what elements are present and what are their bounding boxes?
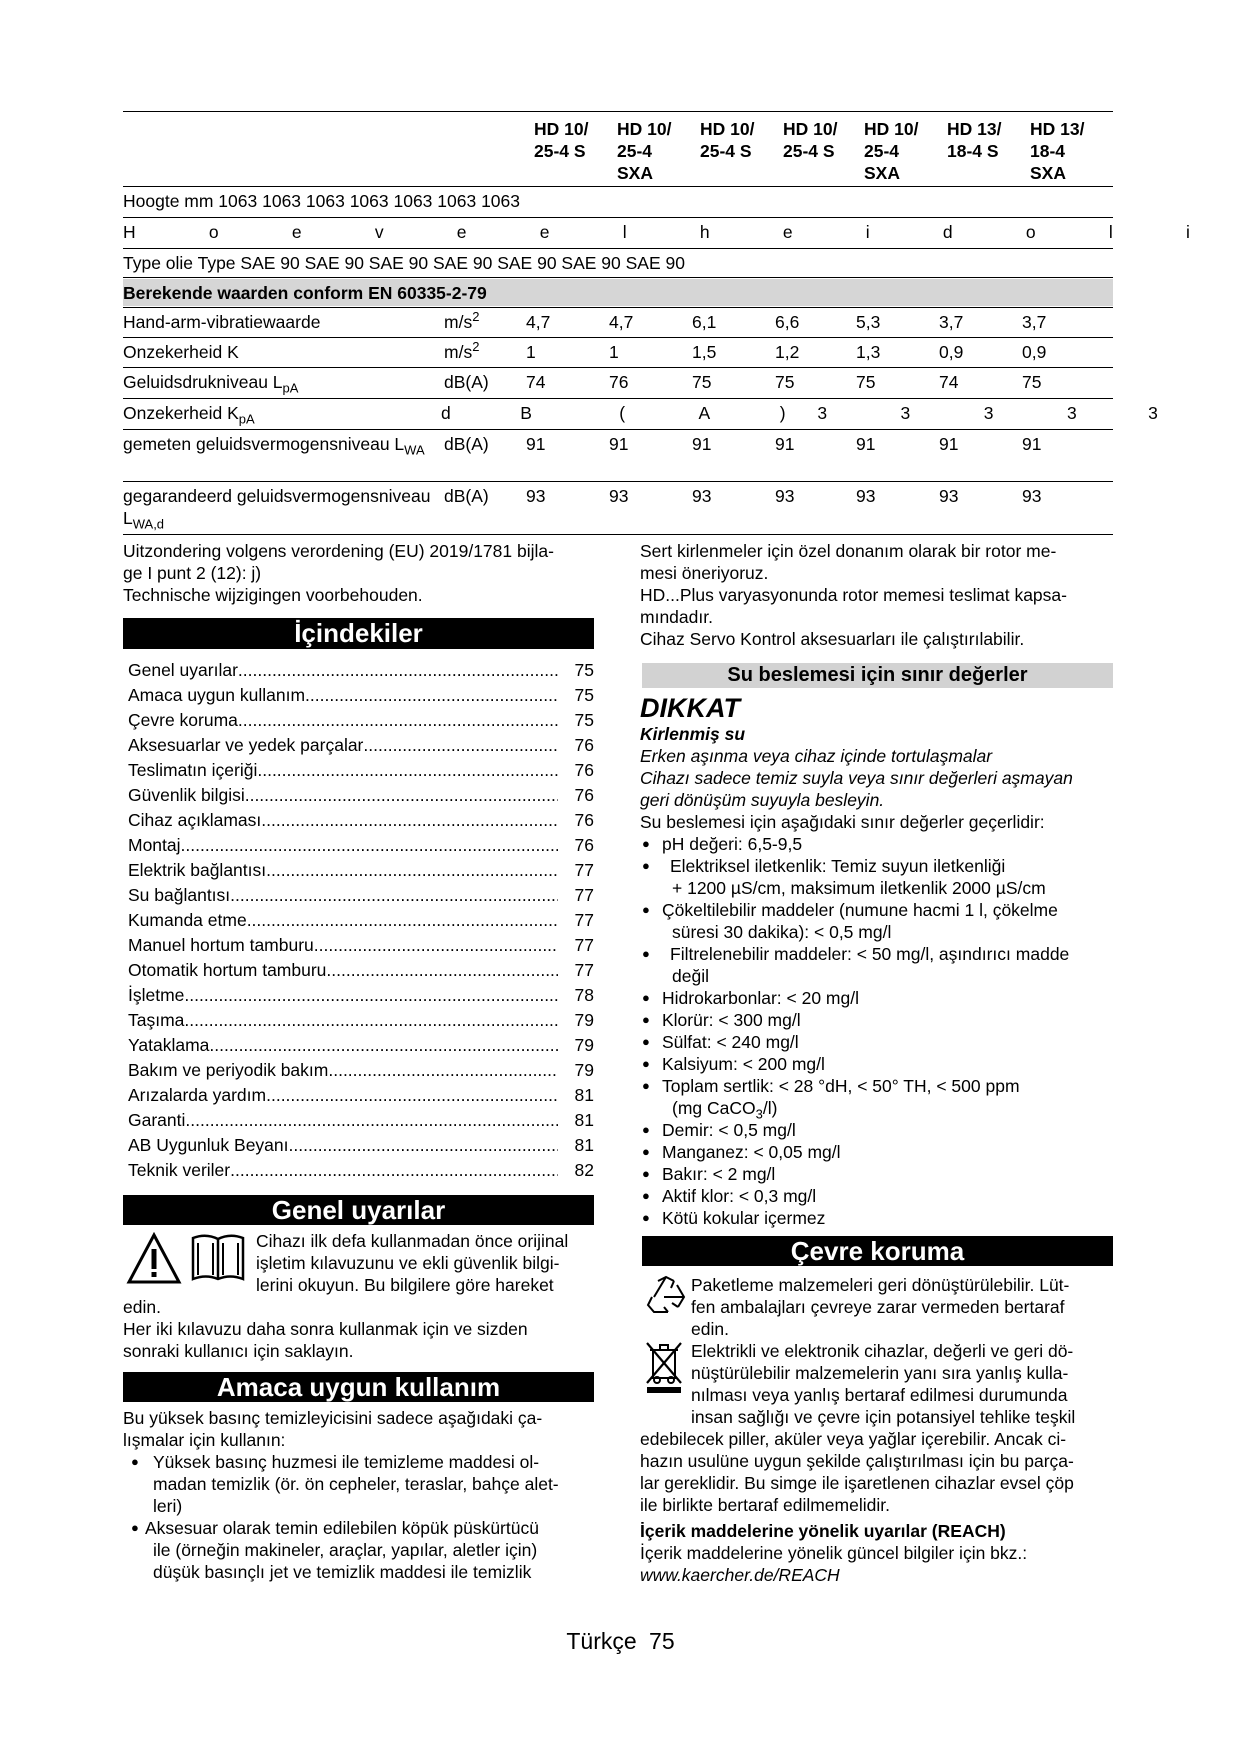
- text-line: fen ambalajları çevreye zarar vermeden bertaraf: [691, 1297, 1065, 1317]
- cell: 6,6: [775, 312, 800, 332]
- amaca-bullets: [123, 1451, 603, 1583]
- list-item: ● Hidrokarbonlar: < 20 mg/l: [640, 987, 1120, 1009]
- amaca-title: Amaca uygun kullanım: [123, 1372, 594, 1402]
- rule: [123, 481, 1113, 482]
- warning-triangle-icon: [126, 1232, 182, 1291]
- toc-item[interactable]: Çevre koruma ..... 75: [128, 706, 594, 731]
- text-line: ile birlikte bertaraf edilmemelidir.: [640, 1495, 890, 1515]
- toc-item[interactable]: Cihaz açıklaması ..... 76: [128, 806, 594, 831]
- list-item: ● Filtrelenebilir maddeler: < 50 mg/l, aşındırıcı madde değil: [640, 943, 1120, 987]
- left-intro: [123, 540, 603, 606]
- cell: 91: [775, 434, 795, 454]
- toc-item[interactable]: Teknik veriler ..... 82: [128, 1156, 594, 1181]
- toc-item[interactable]: Teslimatın içeriği ..... 76: [128, 756, 594, 781]
- text-line: Paketleme malzemeleri geri dönüştürülebilir. Lüt-: [691, 1275, 1070, 1295]
- cell: 93: [939, 486, 959, 506]
- rule: [123, 217, 1113, 218]
- cell: 1,2: [775, 342, 800, 362]
- row-unit: dB(A): [444, 372, 489, 392]
- text-line: nüştürülebilir malzemelerin yanı sıra yanlış kulla-: [691, 1363, 1069, 1383]
- text-line: Technische wijzigingen voorbehouden.: [123, 585, 423, 605]
- toc-item[interactable]: Otomatik hortum tamburu ..... 77: [128, 956, 594, 981]
- header-col-1: HD 10/ 25-4 S: [534, 119, 589, 161]
- header-col-3: HD 10/ 25-4 S: [700, 119, 755, 161]
- list-item: ● Aksesuar olarak temin edilebilen köpük püskürtücü ile (örneğin makineler, araçlar, yapılar, aletler için) düşük basınçlı jet ve temizlik maddesi ile temizlik: [129, 1517, 603, 1583]
- char: e: [456, 222, 467, 242]
- cevre-recycle-text: [691, 1274, 1121, 1340]
- rule: [123, 248, 1113, 249]
- cell: 5,3: [856, 312, 881, 332]
- footer-language: Türkçe: [566, 1628, 637, 1654]
- text-line: Erken aşınma veya cihaz içinde tortulaşmalar: [640, 746, 993, 766]
- cell: 91: [1022, 434, 1042, 454]
- char: l: [1108, 222, 1113, 242]
- cell: 3,7: [1022, 312, 1047, 332]
- cell: 93: [692, 486, 712, 506]
- toc-item[interactable]: Garanti ..... 81: [128, 1106, 594, 1131]
- footer-page-number: 75: [649, 1628, 675, 1654]
- list-item: ● Çökeltilebilir maddeler (numune hacmi 1 l, çökelme süresi 30 dakika): < 0,5 mg/l: [640, 899, 1120, 943]
- cell: 75: [1022, 372, 1042, 392]
- rule: [123, 307, 1113, 308]
- text-line: Cihaz Servo Kontrol aksesuarları ile çalıştırılabilir.: [640, 629, 1025, 649]
- manual-book-icon: [189, 1232, 247, 1289]
- cell: 91: [526, 434, 546, 454]
- reach-link[interactable]: www.kaercher.de/REACH: [640, 1565, 840, 1585]
- reach-title: İçerik maddelerine yönelik uyarılar (REACH): [640, 1521, 1006, 1541]
- cell: 93: [526, 486, 546, 506]
- cevre-text-full: [640, 1428, 1120, 1586]
- rule: [123, 429, 1113, 430]
- toc-item[interactable]: İşletme ..... 78: [128, 981, 594, 1006]
- genel-text-beside-icons: [256, 1230, 601, 1296]
- rule: [123, 277, 1113, 278]
- row-label: Onzekerheid $K_{pA}$: [123, 403, 255, 427]
- list-item: ● Toplam sertlik: < 28 °dH, < 50° TH, < 500 ppm (mg CaCO$_3$/l): [640, 1075, 1120, 1119]
- recycle-icon: [644, 1275, 688, 1320]
- toc-item[interactable]: Kumanda etme ..... 77: [128, 906, 594, 931]
- right-intro: [640, 540, 1120, 650]
- char: B: [520, 403, 532, 423]
- text-line: edin.: [123, 1297, 161, 1317]
- row-hand-arm: [123, 311, 1113, 333]
- row-label: Geluidsdrukniveau $L_{pA}$: [123, 372, 299, 396]
- cell: 93: [609, 486, 629, 506]
- text-line: insan sağlığı ve çevre için potansiyel tehlike teşkil: [691, 1407, 1076, 1427]
- rule: [123, 367, 1113, 368]
- char: e: [782, 222, 793, 242]
- su-limits-list: [640, 833, 1120, 1229]
- row-unit: $m/s^2$: [444, 309, 480, 332]
- section-title: Berekende waarden conform EN 60335-2-79: [123, 283, 487, 303]
- list-item: ● Manganez: < 0,05 mg/l: [640, 1141, 1120, 1163]
- char: h: [699, 222, 710, 242]
- toc-item[interactable]: Amaca uygun kullanım ..... 75: [128, 681, 594, 706]
- cell: 0,9: [939, 342, 964, 362]
- table-of-contents: [128, 656, 594, 1181]
- toc-item[interactable]: Su bağlantısı ..... 77: [128, 881, 594, 906]
- text-line: mesi öneriyoruz.: [640, 563, 769, 583]
- cell: 93: [775, 486, 795, 506]
- text-line: Her iki kılavuzu daha sonra kullanmak için ve sizden: [123, 1319, 528, 1339]
- list-item: ● Elektriksel iletkenlik: Temiz suyun iletkenliği + 1200 µS/cm, maksimum iletkenlik 2000 µS/cm: [640, 855, 1120, 899]
- cell: 75: [775, 372, 795, 392]
- cell: 76: [609, 372, 629, 392]
- text-line: HD...Plus varyasyonunda rotor memesi teslimat kapsa-: [640, 585, 1067, 605]
- text-line: İçerik maddelerine yönelik güncel bilgiler için bkz.:: [640, 1543, 1028, 1563]
- row-geluidsdruk: [123, 371, 1113, 396]
- rule: [123, 534, 1113, 535]
- list-item: ● Aktif klor: < 0,3 mg/l: [640, 1185, 1120, 1207]
- char: e: [291, 222, 302, 242]
- text-line: lar gereklidir. Bu simge ile işaretlenen cihazlar evsel çöp: [640, 1473, 1074, 1493]
- toc-title: İçindekiler: [123, 618, 594, 649]
- rule: [123, 337, 1113, 338]
- cell: 4,7: [609, 312, 634, 332]
- cell: 91: [939, 434, 959, 454]
- hoogte-row: Hoogte mm 1063 1063 1063 1063 1063 1063 1063: [123, 191, 520, 211]
- list-item: ● Kalsiyum: < 200 mg/l: [640, 1053, 1120, 1075]
- text-line: Elektrikli ve elektronik cihazlar, değerli ve geri dö-: [691, 1341, 1074, 1361]
- row-gegarandeerd: [123, 485, 1113, 532]
- cell: 93: [1022, 486, 1042, 506]
- cell: 1,3: [856, 342, 881, 362]
- text-line: edin.: [691, 1319, 729, 1339]
- genel-text: [123, 1296, 603, 1362]
- rule: [123, 186, 1113, 187]
- row-unit: dB(A): [444, 486, 489, 506]
- cell: 75: [692, 372, 712, 392]
- text-line: sonraki kullanıcı için saklayın.: [123, 1341, 354, 1361]
- text-line: Bu yüksek basınç temizleyicisini sadece aşağıdaki ça-: [123, 1408, 543, 1428]
- cevre-electronic-text: [691, 1340, 1121, 1428]
- char: e: [539, 222, 550, 242]
- char: ): [779, 403, 786, 423]
- text-line: lışmalar için kullanın:: [123, 1430, 286, 1450]
- text-line: lerini okuyun. Bu bilgilere göre hareket: [256, 1275, 554, 1295]
- cell: 91: [609, 434, 629, 454]
- char: d: [942, 222, 953, 242]
- list-item: ● pH değeri: 6,5-9,5: [640, 833, 1120, 855]
- cell: 0,9: [1022, 342, 1047, 362]
- genel-title: Genel uyarılar: [123, 1195, 594, 1225]
- char: H: [123, 222, 136, 242]
- toc-item[interactable]: Manuel hortum tamburu ..... 77: [128, 931, 594, 956]
- char: 3: [983, 403, 994, 423]
- char: d: [440, 403, 451, 423]
- char: 3: [817, 403, 828, 423]
- char: 3: [1148, 403, 1158, 423]
- cell: 1,5: [692, 342, 717, 362]
- toc-item[interactable]: Elektrik bağlantısı ..... 77: [128, 856, 594, 881]
- text-line: Sert kirlenmeler için özel donanım olarak bir rotor me-: [640, 541, 1057, 561]
- header-col-7: HD 13/ 18-4 SXA: [1030, 119, 1085, 183]
- cell: 74: [939, 372, 959, 392]
- cevre-title: Çevre koruma: [642, 1236, 1113, 1266]
- list-item: ● Kötü kokular içermez: [640, 1207, 1120, 1229]
- header-col-2: HD 10/ 25-4 SXA: [617, 119, 672, 183]
- cell: 93: [856, 486, 876, 506]
- amaca-text: [123, 1407, 603, 1583]
- rule: [123, 398, 1113, 399]
- row-unit: $m/s^2$: [444, 339, 480, 362]
- text-line: Cihazı sadece temiz suyla veya sınır değerleri aşmayan: [640, 768, 1073, 788]
- cell: 91: [692, 434, 712, 454]
- text-line: ge I punt 2 (12): j): [123, 563, 262, 583]
- cell: 74: [526, 372, 546, 392]
- list-item: ● Bakır: < 2 mg/l: [640, 1163, 1120, 1185]
- row-onzekerheid-kpa: [123, 402, 1168, 427]
- char: A: [698, 403, 711, 423]
- toc-item[interactable]: Genel uyarılar ..... 75: [128, 656, 594, 681]
- type-olie-row: Type olie Type SAE 90 SAE 90 SAE 90 SAE 90 SAE 90 SAE 90 SAE 90: [123, 253, 685, 273]
- row-label: gemeten geluidsvermogensniveau $L_{WA}$: [123, 434, 425, 458]
- char: o: [208, 222, 219, 242]
- text-line: Kirlenmiş su: [640, 724, 746, 744]
- toc-item[interactable]: Aksesuarlar ve yedek parçalar ..... 76: [128, 731, 594, 756]
- text-line: Uitzondering volgens verordening (EU) 2019/1781 bijla-: [123, 541, 554, 561]
- char: (: [619, 403, 626, 423]
- text-line: işletim kılavuzunu ve ekli güvenlik bilgi-: [256, 1253, 560, 1273]
- list-item: ● Demir: < 0,5 mg/l: [640, 1119, 1120, 1141]
- char: i: [1185, 222, 1190, 242]
- su-title: Su beslemesi için sınır değerler: [642, 663, 1113, 688]
- toc-item[interactable]: Bakım ve periyodik bakım ..... 79: [128, 1056, 594, 1081]
- row-gemeten: [123, 433, 1113, 458]
- page-footer: [0, 1627, 1241, 1655]
- char: 3: [900, 403, 911, 423]
- toc-item[interactable]: Güvenlik bilgisi ..... 76: [128, 781, 594, 806]
- char: l: [622, 222, 627, 242]
- cell: 1: [609, 342, 619, 362]
- section-title-bar: [123, 279, 1113, 306]
- row-label: Onzekerheid K: [123, 342, 239, 362]
- row-label: Hand-arm-vibratiewaarde: [123, 312, 321, 332]
- cell: 75: [856, 372, 876, 392]
- toc-item[interactable]: Taşıma ..... 79: [128, 1006, 594, 1031]
- char: 3: [1066, 403, 1077, 423]
- header-col-5: HD 10/ 25-4 SXA: [864, 119, 919, 183]
- cell: 1: [526, 342, 536, 362]
- text-line: Su beslemesi için aşağıdaki sınır değerler geçerlidir:: [640, 812, 1045, 832]
- header-col-6: HD 13/ 18-4 S: [947, 119, 1002, 161]
- text-line: mındadır.: [640, 607, 713, 627]
- crossed-bin-icon: [644, 1340, 684, 1399]
- hoeveelheid-row: [123, 221, 1190, 243]
- char: v: [374, 222, 384, 242]
- char: o: [1025, 222, 1036, 242]
- list-item: ● Klorür: < 300 mg/l: [640, 1009, 1120, 1031]
- cell: 6,1: [692, 312, 717, 332]
- text-line: hazın usulüne uygun şekilde çalıştırılması için bu parça-: [640, 1451, 1074, 1471]
- toc-item[interactable]: AB Uygunluk Beyanı ..... 81: [128, 1131, 594, 1156]
- list-item: ● Sülfat: < 240 mg/l: [640, 1031, 1120, 1053]
- row-label: gegarandeerd geluidsvermogensniveau $L_{WA,d}$: [123, 486, 431, 532]
- su-text: [640, 723, 1120, 1229]
- cell: 3,7: [939, 312, 964, 332]
- text-line: nılması veya yanlış bertaraf edilmesi durumunda: [691, 1385, 1068, 1405]
- toc-item[interactable]: Montaj ..... 76: [128, 831, 594, 856]
- row-onzekerheid-k: [123, 341, 1113, 363]
- spec-table-header: [534, 118, 1114, 184]
- dikkat-label: DIKKAT: [640, 693, 740, 723]
- header-col-4: HD 10/ 25-4 S: [783, 119, 838, 161]
- spec-table-top-rule: [123, 111, 1113, 112]
- toc-item[interactable]: Yataklama ..... 79: [128, 1031, 594, 1056]
- row-unit: dB(A): [444, 434, 489, 454]
- text-line: geri dönüşüm suyuyla besleyin.: [640, 790, 885, 810]
- text-line: edebilecek piller, aküler veya yağlar içerebilir. Ancak ci-: [640, 1429, 1067, 1449]
- list-item: ● Yüksek basınç huzmesi ile temizleme maddesi ol- madan temizlik (ör. ön cepheler, teraslar, bahçe alet- leri): [129, 1451, 603, 1517]
- toc-item[interactable]: Arızalarda yardım ..... 81: [128, 1081, 594, 1106]
- text-line: Cihazı ilk defa kullanmadan önce orijinal: [256, 1231, 569, 1251]
- cell: 91: [856, 434, 876, 454]
- cell: 4,7: [526, 312, 551, 332]
- char: i: [865, 222, 870, 242]
